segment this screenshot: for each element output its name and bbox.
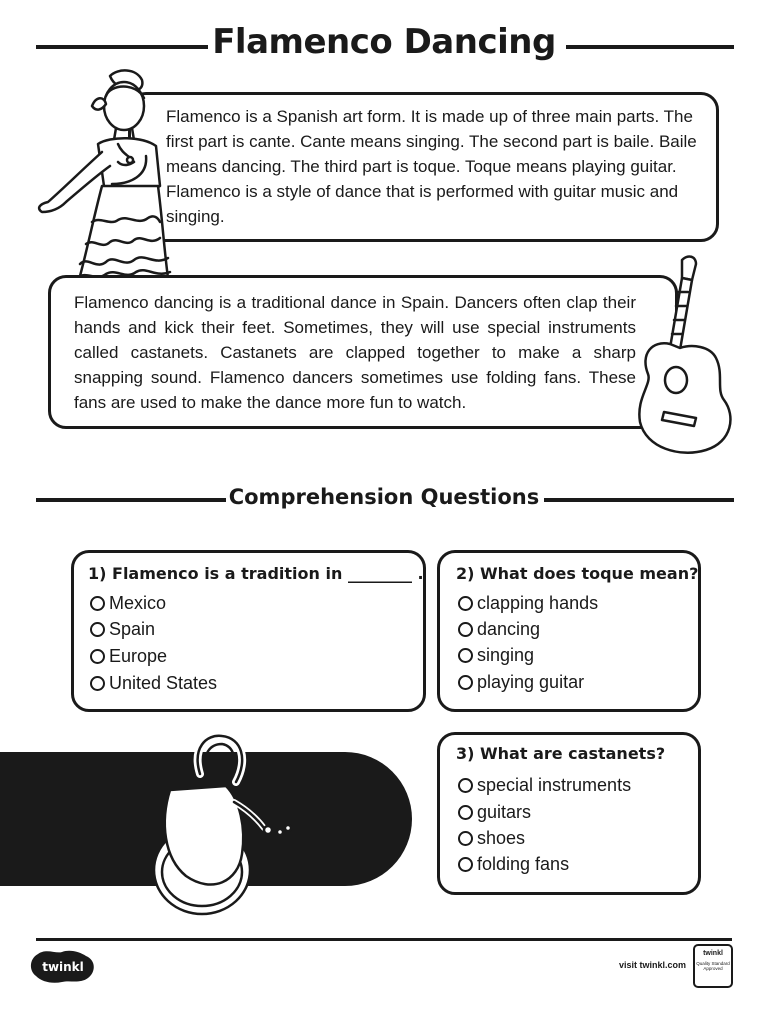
q2-option-1[interactable] bbox=[458, 593, 598, 614]
option-label: singing bbox=[477, 645, 535, 665]
visit-link[interactable]: visit twinkl.com bbox=[618, 960, 686, 970]
option-label: Europe bbox=[109, 646, 168, 666]
castanets-icon bbox=[130, 730, 300, 920]
option-label: United States bbox=[109, 673, 218, 693]
radio-button[interactable] bbox=[90, 676, 105, 691]
option-label: shoes bbox=[477, 828, 526, 848]
q3-option-2[interactable] bbox=[458, 802, 531, 823]
option-label: Mexico bbox=[109, 593, 167, 613]
question-2-label: 2) What does toque mean? bbox=[456, 564, 699, 583]
radio-button[interactable] bbox=[90, 596, 105, 611]
intro-paragraph: Flamenco is a Spanish art form. It is made up of three main parts. The first part is cante. Cante means singing. The second part is baile. Baile means dancing. The third part is toque. Toque means playing guitar. Flamenco is a style of dance that is performed with guitar music and singing. bbox=[166, 107, 697, 226]
radio-button[interactable] bbox=[458, 622, 473, 637]
question-3-label: 3) What are castanets? bbox=[456, 744, 666, 763]
badge-brand: twinkl bbox=[703, 950, 723, 957]
question-1-label: 1) Flamenco is a tradition in ________ . bbox=[88, 564, 424, 583]
q2-option-2[interactable] bbox=[458, 619, 540, 640]
q2-option-4[interactable] bbox=[458, 672, 584, 693]
footer-rule bbox=[36, 938, 732, 941]
q1-option-4[interactable] bbox=[90, 673, 217, 694]
logo-text: twinkl bbox=[42, 960, 84, 974]
radio-button[interactable] bbox=[90, 622, 105, 637]
radio-button[interactable] bbox=[458, 596, 473, 611]
quality-badge bbox=[693, 944, 733, 988]
radio-button[interactable] bbox=[458, 805, 473, 820]
radio-button[interactable] bbox=[458, 778, 473, 793]
q3-option-1[interactable] bbox=[458, 775, 631, 796]
q3-option-3[interactable] bbox=[458, 828, 525, 849]
badge-text: Quality Standard Approved bbox=[696, 961, 730, 971]
option-label: playing guitar bbox=[477, 672, 585, 692]
q1-option-3[interactable] bbox=[90, 646, 167, 667]
option-label: special instruments bbox=[477, 775, 632, 795]
page-title: Flamenco Dancing bbox=[212, 22, 556, 62]
body-paragraph: Flamenco dancing is a traditional dance in Spain. Dancers often clap their hands and kick their feet. Sometimes, they will use special instruments called castanets. Castanets are clapped together to make a sharp snapping sound. Flamenco dancers sometimes use folding fans. These fans are used to make the dance more fun to watch. bbox=[74, 293, 636, 412]
option-label: Spain bbox=[109, 619, 156, 639]
section-title: Comprehension Questions bbox=[228, 485, 540, 509]
flamenco-dancer-icon bbox=[18, 66, 188, 286]
option-label: dancing bbox=[477, 619, 541, 639]
q1-option-2[interactable] bbox=[90, 619, 155, 640]
q3-option-4[interactable] bbox=[458, 854, 569, 875]
guitar-icon bbox=[630, 252, 740, 462]
twinkl-logo bbox=[30, 950, 96, 984]
radio-button[interactable] bbox=[458, 648, 473, 663]
q1-option-1[interactable] bbox=[90, 593, 166, 614]
radio-button[interactable] bbox=[90, 649, 105, 664]
option-label: clapping hands bbox=[477, 593, 599, 613]
radio-button[interactable] bbox=[458, 831, 473, 846]
q2-option-3[interactable] bbox=[458, 645, 534, 666]
radio-button[interactable] bbox=[458, 675, 473, 690]
option-label: guitars bbox=[477, 802, 532, 822]
radio-button[interactable] bbox=[458, 857, 473, 872]
option-label: folding fans bbox=[477, 854, 570, 874]
